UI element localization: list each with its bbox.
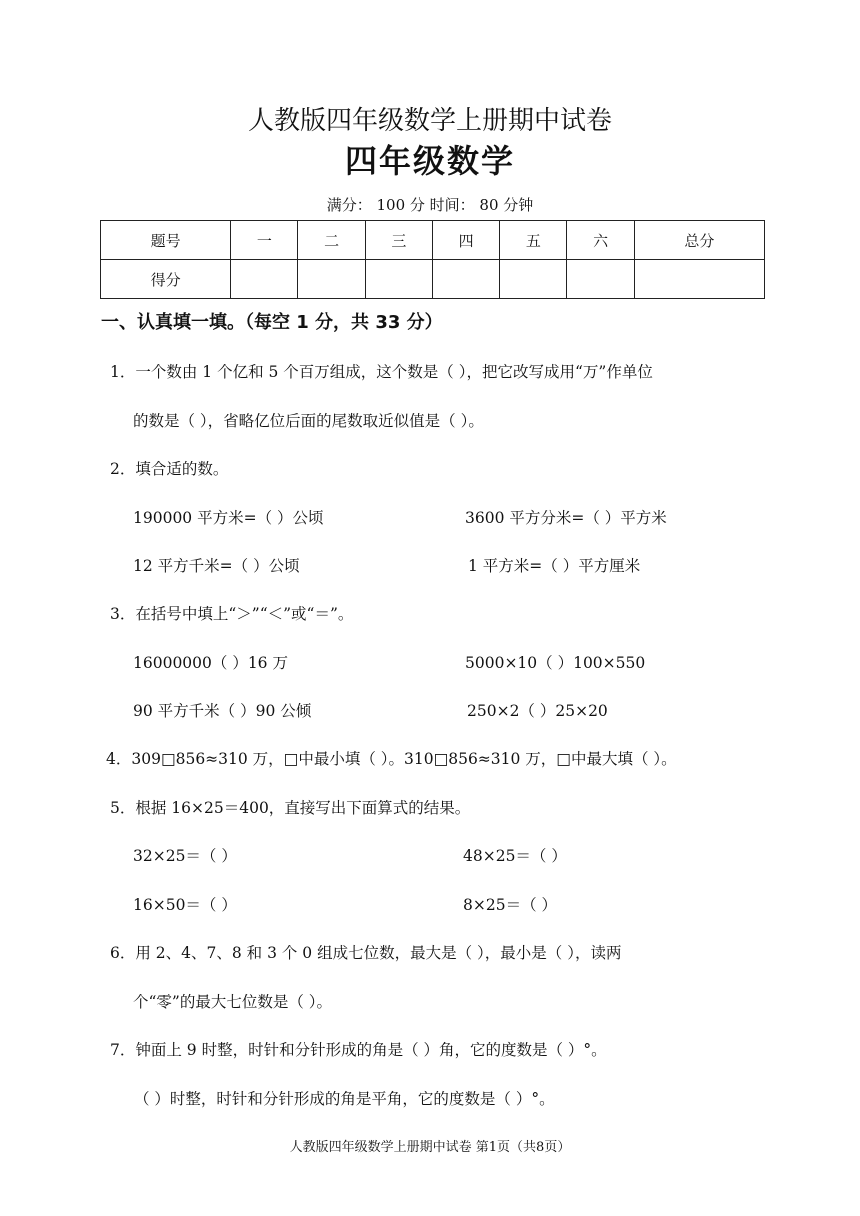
question-item: 3600 平方分米=（ ）平方米: [465, 509, 667, 527]
score-input-cell[interactable]: [500, 260, 567, 299]
page-footer: 人教版四年级数学上册期中试卷 第1页（共8页）: [289, 1140, 571, 1155]
question-item: 48×25＝（ ）: [463, 847, 567, 865]
question-item: 16×50＝（ ）: [133, 896, 237, 914]
question-item: 90 平方千米（ ）90 公倾: [133, 702, 312, 720]
score-input-cell[interactable]: [567, 260, 634, 299]
question-line: 个“零”的最大七位数是（ ）。: [133, 993, 333, 1011]
question-line: 4．309□856≈310 万，□中最小填（ ）。310□856≈310 万，□中最大填（ ）。: [106, 750, 677, 768]
score-cell: 六: [567, 221, 634, 260]
question-stem: 2．填合适的数。: [110, 460, 229, 478]
score-table-score-row: [101, 260, 765, 299]
score-cell: 得分: [101, 260, 231, 299]
exam-subtitle: 四年级数学: [344, 142, 515, 180]
exam-title: 人教版四年级数学上册期中试卷: [247, 106, 612, 136]
question-item: 5000×10（ ）100×550: [465, 654, 646, 672]
score-cell: 题号: [101, 221, 231, 260]
question-line: 7．钟面上 9 时整，时针和分针形成的角是（ ）角，它的度数是（ ）°。: [110, 1041, 607, 1059]
question-item: 250×2（ ）25×20: [467, 702, 608, 720]
score-cell: 一: [231, 221, 298, 260]
score-table: [100, 220, 765, 299]
score-input-cell[interactable]: [634, 260, 764, 299]
score-cell: 四: [432, 221, 499, 260]
score-table-header-row: [101, 221, 765, 260]
question-stem: 3．在括号中填上“＞”“＜”或“＝”。: [110, 605, 354, 623]
score-cell: 三: [365, 221, 432, 260]
score-input-cell[interactable]: [231, 260, 298, 299]
score-cell: 总分: [634, 221, 764, 260]
question-line: 6．用 2、4、7、8 和 3 个 0 组成七位数，最大是（ ），最小是（ ），读两: [110, 944, 622, 962]
exam-meta: 满分： 100 分 时间： 80 分钟: [326, 196, 534, 214]
question-stem: 5．根据 16×25＝400，直接写出下面算式的结果。: [110, 799, 471, 817]
question-item: 8×25＝（ ）: [463, 896, 557, 914]
question-item: 32×25＝（ ）: [133, 847, 237, 865]
question-line: 1．一个数由 1 个亿和 5 个百万组成，这个数是（ ），把它改写成用“万”作单位: [110, 363, 653, 381]
question-line: （ ）时整，时针和分针形成的角是平角，它的度数是（ ）°。: [134, 1090, 555, 1108]
question-item: 16000000（ ）16 万: [133, 654, 288, 672]
score-cell: 二: [298, 221, 365, 260]
score-input-cell[interactable]: [365, 260, 432, 299]
question-item: 190000 平方米=（ ）公顷: [133, 509, 324, 527]
score-input-cell[interactable]: [298, 260, 365, 299]
section-title: 一、认真填一填。（每空 1 分，共 33 分）: [101, 312, 443, 333]
question-line: 的数是（ ），省略亿位后面的尾数取近似值是（ ）。: [133, 412, 484, 430]
question-item: 12 平方千米=（ ）公顷: [133, 557, 300, 575]
score-cell: 五: [500, 221, 567, 260]
score-input-cell[interactable]: [432, 260, 499, 299]
question-item: 1 平方米=（ ）平方厘米: [468, 557, 641, 575]
